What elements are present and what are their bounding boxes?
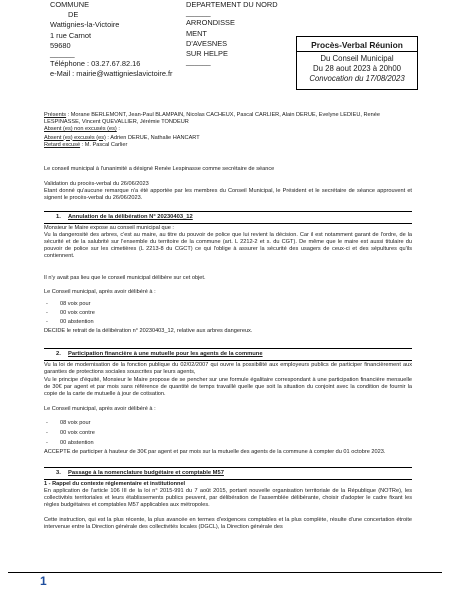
commune-phone: Téléphone : 03.27.67.82.16 <box>50 59 141 69</box>
s3-para2: Cette instruction, qui est la plus récente, la plus avancée en termes d'exigences comptables et la plus complète, résulte d'une concertation étroite intervenue entre la Direction générale des collectivités locales (DGCL), la Direction générale des <box>44 517 412 531</box>
header-rule-left: ______ <box>50 49 75 59</box>
s2-vote-contre: 00 voix contre <box>60 430 95 436</box>
s2-vote-abstention: 00 abstention <box>60 440 94 446</box>
section2-heading: 2. Participation financière à une mutuelle pour les agents de la commune <box>56 351 263 357</box>
header-rule-mid1: ______ <box>186 8 211 18</box>
retard-line: Retard excusé : M. Pascal Carlier <box>44 141 128 148</box>
secretary-text: Le conseil municipal à l'unanimité a désigné Renée Lespinasse comme secrétaire de séance <box>44 166 275 172</box>
commune-email: e-Mail : mairie@wattignieslavictoire.fr <box>50 69 173 79</box>
section1-heading: 1. Annulation de la délibération N° 20230403_12 <box>56 214 193 220</box>
s2-para2: Vu le principe d'équité, Monsieur le Maire propose de se pencher sur une formule égalitaire correspondant à une participation financière mensuelle de 30€ par agent et par mois sans référence de quantité de temps travaillé quelle que soit la situation du conjoint avec la condition de fournir la copie de la carte de mutuelle à jour de cotisation. <box>44 377 412 398</box>
presents-line2: LESPINASSE, Vincent QUEVALLIER, Jérémie TONDEUR <box>44 119 189 126</box>
s1-vote-intro: Le Conseil municipal, après avoir délibéré à : <box>44 289 156 295</box>
section-divider <box>44 360 412 361</box>
commune-postcode: 59680 <box>50 40 71 50</box>
s1-body: Vu la dangerosité des arbres, c'est au maire, au titre du pouvoir de police que lui revient la décision. Car il est notamment garant de l'ordre, de la sécurité et de la salubrité sur l'ensemble du territoire de la commune (art. L 2212-2 et s. du CGT). De même que le maire est aussi titulaire du pouvoir de police sur les cimetières (L 2213-8 du CGCT) ce qui l'oblige à assurer la sécurité des usagers de ceux-ci et des sépultures qu'ils contiennent. <box>44 232 412 260</box>
pv-line3: Du 28 aout 2023 à 20h00 <box>312 64 401 73</box>
bullet: - <box>46 301 48 307</box>
s3-subheading: 1 - Rappel du contexte réglementaire et institutionnel <box>44 481 186 487</box>
department-title: DEPARTEMENT DU NORD <box>186 0 278 9</box>
commune-block <box>50 0 173 80</box>
commune-name: Wattignies-la-Victoire <box>50 20 120 30</box>
validation-title: Validation du procès-verbal du 26/06/2023 <box>44 181 149 187</box>
s1-vote-abstention: 00 abstention <box>60 319 94 325</box>
absents-excuses-line: Absent (es) excusés (es) : Adrien DERUE, Nathalie HANCART <box>44 134 200 141</box>
s1-vote-contre: 00 voix contre <box>60 310 95 316</box>
s2-acceptance: ACCEPTE de participer à hauteur de 30€ par agent et par mois sur la mutuelle des agents de la commune à compter du 01 octobre 2023. <box>44 449 386 455</box>
section3-heading: 3. Passage à la nomenclature budgétaire et comptable M57 <box>56 470 224 476</box>
commune-title: COMMUNE <box>50 0 90 9</box>
section-divider <box>44 348 412 349</box>
s1-vote-pour: 08 voix pour <box>60 301 91 307</box>
department-block <box>186 0 278 67</box>
s2-vote-pour: 08 voix pour <box>60 420 91 426</box>
section-divider <box>44 467 412 468</box>
bullet: - <box>46 319 48 325</box>
absents-non-line: Absent (es) non excusés (es) : <box>44 126 120 133</box>
arrondissement-line1: ARRONDISSE <box>186 18 235 28</box>
pv-line2: Du Conseil Municipal <box>320 54 394 63</box>
bullet: - <box>46 430 48 436</box>
attendance-block <box>44 112 424 149</box>
pv-line4: Convocation du 17/08/2023 <box>309 74 405 83</box>
arrondissement-line3: D'AVESNES <box>186 38 228 48</box>
s2-vote-intro: Le Conseil municipal, après avoir délibéré à : <box>44 406 156 412</box>
s2-para1: Vu la loi de modernisation de la fonction publique du 02/02/2007 qui ouvre la possibilité aux employeurs publics de participer financièrement aux garanties de protections sociales souscrites par leurs agents, <box>44 362 412 376</box>
presents-line: Présents : Morane BERLEMONT, Jean-Paul BLAMPAIN, Nicolas CACHEUX, Pascal CARLIER, Alain DERUE, Evelyne LEDIEU, Renée <box>44 112 380 118</box>
s1-decision: DECIDE le retrait de la délibération n° 20230403_12, relative aux arbres dangereux. <box>44 328 253 334</box>
bullet: - <box>46 440 48 446</box>
s1-note: Il n'y avait pas lieu que le conseil municipal délibère sur cet objet. <box>44 275 206 281</box>
pv-title: Procès-Verbal Réunion <box>311 40 403 50</box>
pv-divider <box>297 51 417 52</box>
proces-verbal-box <box>296 36 418 90</box>
section-divider <box>44 211 412 212</box>
header-rule-mid2: ______ <box>186 57 211 67</box>
s1-intro: Monsieur le Maire expose au conseil municipal que : <box>44 225 174 231</box>
footer-rule <box>8 572 442 573</box>
validation-text: Etant donné qu'aucune remarque n'a été apportée par les membres du Conseil Municipal, le Président et le secrétaire de séance approuvent et signent le procès-verbal du 26/06/2023. <box>44 188 412 202</box>
page-number: 1 <box>40 574 47 588</box>
commune-de: DE <box>68 10 79 20</box>
bullet: - <box>46 420 48 426</box>
arrondissement-line4: SUR HELPE <box>186 49 228 59</box>
s3-para1: En application de l'article 106 III de la loi n° 2015-991 du 7 août 2015, portant nouvelle organisation territoriale de la République (NOTRe), les collectivités territoriales et leurs établissements publics peuvent, par délibération de l'assemblée délibérante, choisir d'adopter le cadre fixant les règles budgétaires et comptables M57 applicables aux métropoles. <box>44 488 412 509</box>
commune-address: 1 rue Carnot <box>50 30 92 40</box>
section-divider <box>44 223 412 224</box>
arrondissement-line2: MENT <box>186 28 207 38</box>
bullet: - <box>46 310 48 316</box>
section-divider <box>44 479 412 480</box>
